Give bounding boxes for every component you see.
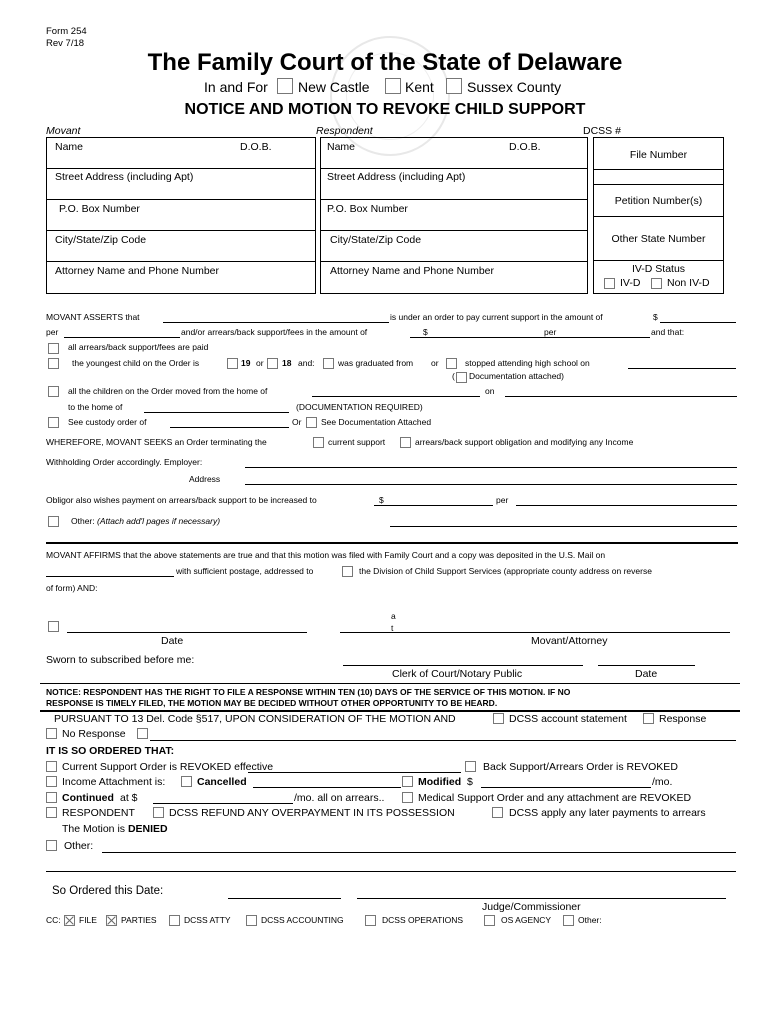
t-label: t (391, 623, 394, 633)
no-response-extra-checkbox[interactable] (137, 728, 148, 739)
dcss-statement-label: DCSS account statement (509, 713, 627, 725)
cancelled-line[interactable] (253, 787, 401, 788)
or2-label: or (431, 358, 439, 368)
movant-attorney-field[interactable]: Attorney Name and Phone Number (55, 265, 220, 277)
cc-parties-checkbox[interactable] (106, 915, 117, 926)
per-label: per (46, 327, 59, 337)
ordered-heading: IT IS SO ORDERED THAT: (46, 745, 175, 757)
cc-other-checkbox[interactable] (563, 915, 574, 926)
dcss-statement-checkbox[interactable] (493, 713, 504, 724)
medical-checkbox[interactable] (402, 792, 413, 803)
children-moved-label: all the children on the Order moved from the home of (68, 386, 268, 396)
custody-order-line[interactable] (170, 427, 289, 428)
section-divider (46, 542, 738, 544)
income-attach-checkbox[interactable] (46, 776, 57, 787)
employer-address-line[interactable] (245, 484, 737, 485)
age-19-checkbox[interactable] (227, 358, 238, 369)
doc-attached-checkbox[interactable] (456, 372, 467, 383)
affirm-line3: of form) AND: (46, 583, 98, 593)
sign-checkbox[interactable] (48, 621, 59, 632)
obligor-wishes-label: Obligor also wishes payment on arrears/back support to be increased to (46, 495, 317, 505)
cc-dcss-operations-checkbox[interactable] (365, 915, 376, 926)
other-state-field[interactable]: Other State Number (611, 233, 706, 245)
sussex-checkbox[interactable] (446, 78, 462, 94)
notice-bottom-rule (40, 710, 740, 712)
doc-open-paren: ( (452, 371, 455, 381)
all-paid-checkbox[interactable] (48, 343, 59, 354)
cc-dcss-atty-label: DCSS ATTY (184, 915, 231, 925)
arrears-amount-line[interactable] (410, 337, 650, 338)
dcss-address-checkbox[interactable] (342, 566, 353, 577)
see-doc-attached-label: See Documentation Attached (321, 417, 432, 427)
medical-label: Medical Support Order and any attachment are REVOKED (418, 792, 692, 804)
terminate-current-checkbox[interactable] (313, 437, 324, 448)
custody-order-checkbox[interactable] (48, 417, 59, 428)
cc-label: CC: (46, 915, 61, 925)
movant-label: Movant (46, 125, 81, 137)
address-label: Address (189, 474, 221, 484)
respondent-pobox-field[interactable]: P.O. Box Number (327, 203, 408, 215)
other-checkbox[interactable] (48, 516, 59, 527)
respondent-checkbox[interactable] (46, 807, 57, 818)
order-other-checkbox[interactable] (46, 840, 57, 851)
form-number: Form 254 (46, 26, 87, 37)
ivd-label: IV-D (620, 277, 641, 289)
movant-box (46, 137, 316, 294)
income-attach-label: Income Attachment is: (62, 776, 166, 788)
clerk-label: Clerk of Court/Notary Public (392, 668, 523, 680)
new-castle-label: New Castle (298, 79, 370, 95)
respondent-city-field[interactable]: City/State/Zip Code (330, 234, 422, 246)
modified-checkbox[interactable] (402, 776, 413, 787)
other-line[interactable] (390, 526, 737, 527)
movant-name-field[interactable]: Name (55, 141, 84, 153)
affirm-line2a: with sufficient postage, addressed to (176, 566, 314, 576)
movant-attorney-label: Movant/Attorney (531, 635, 608, 647)
pursuant-line (150, 740, 736, 741)
movant-pobox-field[interactable]: P.O. Box Number (59, 203, 140, 215)
file-number-field[interactable]: File Number (629, 149, 688, 161)
sussex-label: Sussex County (467, 79, 562, 95)
respondent-label: Respondent (316, 125, 373, 137)
order-other-line-2[interactable] (46, 871, 736, 872)
back-revoked-checkbox[interactable] (465, 761, 476, 772)
continued-at-label: at $ (120, 792, 138, 804)
age-18-checkbox[interactable] (267, 358, 278, 369)
cc-parties-label: PARTIES (121, 915, 157, 925)
stopped-date-line[interactable] (628, 368, 736, 369)
new-castle-checkbox[interactable] (277, 78, 293, 94)
no-response-checkbox[interactable] (46, 728, 57, 739)
order-other-label: Other: (64, 840, 94, 852)
judge-signature-line[interactable] (357, 898, 726, 899)
movant-asserts-label: MOVANT ASSERTS that (46, 312, 140, 322)
respondent-street-field[interactable]: Street Address (including Apt) (327, 171, 466, 183)
graduated-label: was graduated from (338, 358, 414, 368)
modified-amount-line[interactable] (481, 787, 651, 788)
so-ordered-label: So Ordered this Date: (52, 885, 164, 897)
movant-street-field[interactable]: Street Address (including Apt) (55, 171, 194, 183)
continued-label: Continued (62, 792, 114, 804)
modified-label: Modified (418, 776, 462, 788)
under-order-label: is under an order to pay current support in the amount of (390, 312, 603, 322)
terminate-arrears-label: arrears/back support obligation and modifying any Income (415, 437, 634, 447)
cc-file-checkbox[interactable] (64, 915, 75, 926)
cc-dcss-operations-label: DCSS OPERATIONS (382, 915, 464, 925)
clerk-line[interactable] (343, 665, 583, 666)
other-label: Other: (Attach add'l pages if necessary) (71, 516, 221, 526)
clerk-date-label: Date (635, 668, 658, 680)
and-that-label: and that: (651, 327, 685, 337)
stopped-attending-checkbox[interactable] (446, 358, 457, 369)
continued-amount-line[interactable] (153, 803, 293, 804)
employer-line[interactable] (245, 467, 737, 468)
respondent-box (320, 137, 588, 294)
pursuant-label: PURSUANT TO 13 Del. Code §517, UPON CONSIDERATION OF THE MOTION AND (54, 713, 456, 725)
date-line[interactable] (67, 632, 307, 633)
respondent-name-field[interactable]: Name (327, 141, 356, 153)
in-and-for-label: In and For (204, 79, 268, 95)
non-ivd-checkbox[interactable] (651, 278, 662, 289)
age-18-label: 18 (282, 358, 292, 368)
dcss-label: DCSS # (583, 125, 621, 137)
see-doc-attached-checkbox[interactable] (306, 417, 317, 428)
petition-numbers-field[interactable]: Petition Number(s) (614, 195, 703, 207)
children-moved-checkbox[interactable] (48, 386, 59, 397)
motion-is-label: The Motion is DENIED (62, 823, 168, 835)
respondent-order-label: RESPONDENT (62, 807, 135, 819)
modified-mo-label: /mo. (652, 776, 673, 788)
respondent-dob-field[interactable]: D.O.B. (509, 141, 541, 153)
cancelled-checkbox[interactable] (181, 776, 192, 787)
refund-checkbox[interactable] (153, 807, 164, 818)
cc-file-label: FILE (79, 915, 97, 925)
stopped-attending-label: stopped attending high school on (465, 358, 590, 368)
or-label: or (256, 358, 264, 368)
doc-attached-label: Documentation attached) (469, 371, 564, 381)
back-revoked-label: Back Support/Arrears Order is REVOKED (483, 761, 678, 773)
apply-payments-checkbox[interactable] (492, 807, 503, 818)
judge-label: Judge/Commissioner (482, 901, 581, 913)
cc-dcss-accounting-label: DCSS ACCOUNTING (261, 915, 344, 925)
kent-label: Kent (405, 79, 434, 95)
date-label: Date (161, 635, 184, 647)
cancelled-label: Cancelled (197, 776, 247, 788)
refund-label: DCSS REFUND ANY OVERPAYMENT IN ITS POSSESSION (169, 807, 455, 819)
a-label: a (391, 611, 396, 621)
kent-checkbox[interactable] (385, 78, 401, 94)
response-label: Response (659, 713, 707, 725)
clerk-date-line[interactable] (598, 665, 695, 666)
non-ivd-label: Non IV-D (667, 277, 710, 289)
on-label: on (485, 386, 495, 396)
terminate-arrears-checkbox[interactable] (400, 437, 411, 448)
affirm-line2b: the Division of Child Support Services (appropriate county address on reverse (359, 566, 652, 576)
cc-other-label: Other: (578, 915, 602, 925)
ivd-status-label: IV-D Status (631, 263, 686, 275)
continued-mo-label: /mo. all on arrears.. (294, 792, 385, 804)
moved-from-line[interactable] (312, 396, 480, 397)
per-period-line[interactable] (64, 337, 180, 338)
apply-payments-label: DCSS apply any later payments to arrears (509, 807, 706, 819)
custody-order-label: See custody order of (68, 417, 147, 427)
dollar-sign: $ (653, 312, 658, 322)
mail-date-line[interactable] (46, 576, 174, 577)
to-home-of-label: to the home of (68, 402, 123, 412)
modified-dollar: $ (467, 776, 473, 788)
order-other-line[interactable] (102, 852, 736, 853)
arrears-per-label: per (544, 327, 557, 337)
increase-per-label: per (496, 495, 509, 505)
case-info-box (593, 137, 724, 294)
continued-checkbox[interactable] (46, 792, 57, 803)
ivd-checkbox[interactable] (604, 278, 615, 289)
respondent-attorney-field[interactable]: Attorney Name and Phone Number (330, 265, 495, 277)
or3-label: Or (292, 417, 302, 427)
age-19-label: 19 (241, 358, 251, 368)
increase-per-line[interactable] (516, 505, 737, 506)
no-response-label: No Response (62, 728, 126, 740)
wherefore-label: WHEREFORE, MOVANT SEEKS an Order terminating the (46, 437, 267, 447)
graduated-checkbox[interactable] (323, 358, 334, 369)
notice-top-rule (40, 683, 740, 684)
affirm-line1: MOVANT AFFIRMS that the above statements are true and that this motion was filed with Family Court and a copy was deposited in the U.S. Mail on (46, 550, 606, 560)
and-label: and: (298, 358, 315, 368)
court-title: The Family Court of the State of Delaware (147, 49, 623, 76)
cc-dcss-atty-checkbox[interactable] (169, 915, 180, 926)
current-revoked-label: Current Support Order is REVOKED effective (62, 761, 274, 773)
moved-on-date-line[interactable] (505, 396, 737, 397)
increase-amount-line[interactable] (374, 505, 493, 506)
current-support-amount-line[interactable] (660, 322, 736, 323)
notice-text-1: NOTICE: RESPONDENT HAS THE RIGHT TO FILE A RESPONSE WITHIN TEN (10) DAYS OF THE SERVICE OF THIS MOTION. IF NO (46, 687, 571, 697)
increase-dollar: $ (379, 495, 384, 505)
all-paid-label: all arrears/back support/fees are paid (68, 342, 209, 352)
current-revoked-checkbox[interactable] (46, 761, 57, 772)
notice-text-2: RESPONSE IS TIMELY FILED, THE MOTION MAY BE DECIDED WITHOUT OTHER OPPORTUNITY TO BE HEARD. (46, 698, 498, 708)
withholding-label: Withholding Order accordingly. Employer: (46, 457, 203, 467)
asserts-party-line[interactable] (163, 322, 389, 323)
cc-os-agency-checkbox[interactable] (484, 915, 495, 926)
form-revision: Rev 7/18 (46, 38, 85, 49)
response-checkbox[interactable] (643, 713, 654, 724)
document-title: NOTICE AND MOTION TO REVOKE CHILD SUPPORT (184, 101, 586, 118)
youngest-child-checkbox[interactable] (48, 358, 59, 369)
youngest-child-label: the youngest child on the Order is (72, 358, 200, 368)
to-home-of-line[interactable] (144, 412, 289, 413)
movant-dob-field[interactable]: D.O.B. (240, 141, 272, 153)
sworn-label: Sworn to subscribed before me: (46, 654, 195, 666)
cc-os-agency-label: OS AGENCY (501, 915, 552, 925)
doc-required-label: (DOCUMENTATION REQUIRED) (296, 402, 423, 412)
cc-dcss-accounting-checkbox[interactable] (246, 915, 257, 926)
movant-city-field[interactable]: City/State/Zip Code (55, 234, 147, 246)
arrears-dollar: $ (423, 327, 428, 337)
effective-date-line[interactable] (248, 772, 461, 773)
movant-attorney-line[interactable] (340, 632, 730, 633)
so-ordered-date-line[interactable] (228, 898, 341, 899)
terminate-current-label: current support (328, 437, 386, 447)
arrears-amount-label: and/or arrears/back support/fees in the amount of (181, 327, 368, 337)
